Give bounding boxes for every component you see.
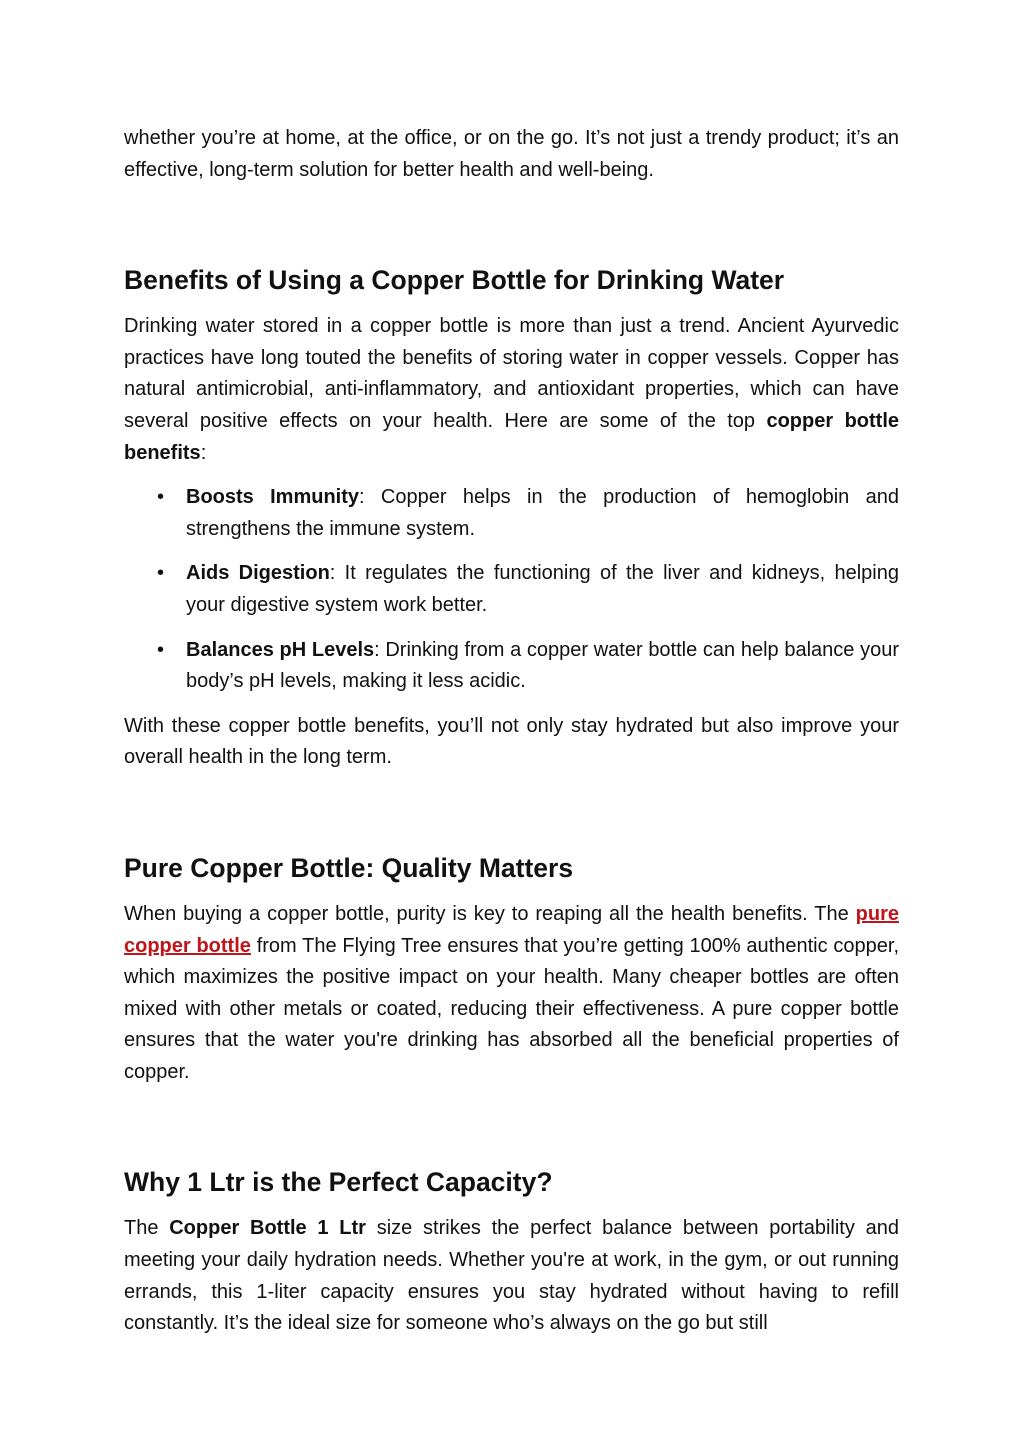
document-body [124,123,899,1340]
pure-copper-text-end: from The Flying Tree ensures that you’re getting 100% authentic copper, which maximizes the positive impact on your health. Many cheaper bottles are often mixed with other metals or coated, reducing their effectiveness. A pure copper bottle ensures that the water you're drinking has absorbed all the beneficial properties of copper. [124,934,899,1083]
capacity-text-end: size strikes the perfect balance between portability and meeting your daily hydration needs. Whether you're at work, in the gym, or out running errands, this 1-liter capacity ensures you stay hydrated without having to refill constantly. It’s the ideal size for someone who’s always on the go but still [124,1217,899,1335]
list-item-title: Aids Digestion [186,562,330,585]
list-item-description: : Copper helps in the production of hemoglobin and strengthens the immune system. [186,486,899,540]
pure-copper-heading: Pure Copper Bottle: Quality Matters [124,852,574,883]
list-item [124,635,899,698]
list-item-text [186,558,899,621]
benefits-paragraph-bold: copper bottle benefits [124,409,899,464]
benefits-closing-paragraph: With these copper bottle benefits, you’ll not only stay hydrated but also improve your overall health in the long term. [124,714,899,769]
bullet-icon: • [157,562,165,585]
list-item-title: Balances pH Levels [186,638,375,661]
bullet-icon: • [157,486,165,509]
pure-copper-paragraph [124,899,899,1089]
benefits-paragraph-text: Drinking water stored in a copper bottle is more than just a trend. Ancient Ayurvedic practices have long touted the benefits of storing water in copper vessels. Copper has natural antimicrobial, anti-inflammatory, and antioxidant properties, which can have several positive effects on your health. Here are some of the top [124,315,899,432]
list-item-description: : It regulates the functioning of the liver and kidneys, helping your digestive system work better. [186,562,899,616]
list-item-text [186,482,899,545]
intro-paragraph: whether you’re at home, at the office, or on the go. It’s not just a trendy product; it’s an effective, long-term solution for better health and well-being. [124,127,899,181]
list-item [124,558,899,621]
capacity-heading: Why 1 Ltr is the Perfect Capacity? [124,1167,553,1198]
benefits-paragraph-end: : [200,441,207,464]
pure-copper-text: When buying a copper bottle, purity is key to reaping all the health benefits. The [124,902,856,925]
capacity-text: The [124,1217,170,1240]
list-item-text [186,635,899,698]
list-item-title: Boosts Immunity [186,486,360,509]
pure-copper-bottle-link[interactable]: pure copper bottle [124,902,899,957]
benefits-paragraph [124,311,899,469]
list-item-description: : Drinking from a copper water bottle can help balance your body’s pH levels, making it less acidic. [186,638,899,693]
list-item [124,482,899,545]
benefits-list [124,482,899,698]
capacity-paragraph [124,1213,899,1339]
benefits-heading: Benefits of Using a Copper Bottle for Drinking Water [124,265,785,296]
bullet-icon: • [157,638,165,661]
capacity-bold: Copper Bottle 1 Ltr [169,1217,366,1240]
